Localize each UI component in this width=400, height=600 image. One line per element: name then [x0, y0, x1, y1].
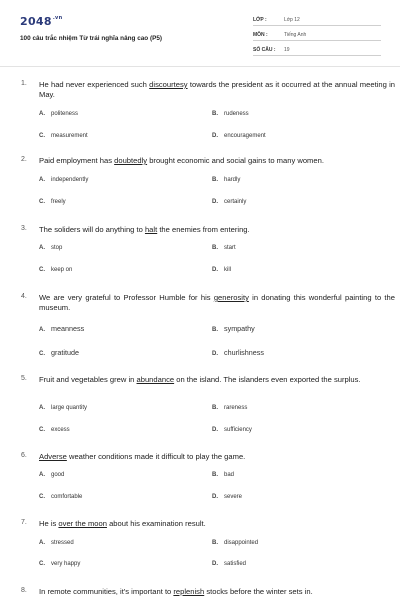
target-word: over the moon [58, 519, 107, 528]
meta-class-value: Lớp 12 [284, 17, 300, 23]
option-d[interactable]: D. severe [212, 494, 243, 500]
question-number: 7. [21, 519, 27, 526]
question-number: 3. [21, 225, 27, 232]
question-number: 1. [21, 80, 27, 87]
question-text: Paid employment has doubtedly brought economic and social gains to many women. [39, 156, 324, 165]
question-number: 4. [21, 293, 27, 300]
option-c[interactable]: C. excess [39, 427, 70, 433]
option-c[interactable]: C. freely [39, 199, 66, 205]
option-d[interactable]: D. sufficiency [212, 427, 252, 433]
meta-count-label: SỐ CÂU : [253, 47, 276, 53]
option-b[interactable]: B. start [212, 245, 236, 251]
option-c[interactable]: C. measurement [39, 133, 88, 139]
question-text: The soliders will do anything to halt the enemies from entering. [39, 225, 250, 234]
target-word: halt [144, 225, 158, 234]
meta-class-label: LỚP : [253, 17, 267, 23]
option-b[interactable]: B. rudeness [212, 111, 249, 117]
target-word: Adverse [39, 452, 67, 461]
option-d[interactable]: D. satisfied [212, 561, 247, 567]
target-word: doubtedly [114, 156, 148, 165]
question-text: Adverse weather conditions made it difficult to play the game. [39, 452, 246, 461]
question-text: He is over the moon about his examination result. [39, 519, 206, 528]
meta-class-row [253, 15, 381, 26]
page-header [0, 0, 400, 72]
question-number: 8. [21, 587, 27, 594]
header-divider [0, 66, 400, 67]
target-word: abundance [136, 375, 175, 384]
meta-count-row [253, 45, 381, 56]
option-b[interactable]: B. rareness [212, 405, 248, 411]
option-d[interactable]: D. certainly [212, 199, 247, 205]
option-b[interactable]: B. sympathy [212, 324, 255, 333]
option-c[interactable]: C. comfortable [39, 494, 83, 500]
option-a[interactable]: A. good [39, 472, 65, 478]
question-number: 6. [21, 452, 27, 459]
option-d[interactable]: D. encouragement [212, 133, 266, 139]
option-c[interactable]: C. very happy [39, 561, 81, 567]
option-a[interactable]: A. politeness [39, 111, 79, 117]
option-a[interactable]: A. stressed [39, 540, 74, 546]
logo-text: 2048 [20, 15, 52, 28]
option-c[interactable]: C. keep on [39, 267, 73, 273]
option-b[interactable]: B. hardly [212, 177, 241, 183]
option-a[interactable]: A. independently [39, 177, 89, 183]
meta-subject-row [253, 30, 381, 41]
question-number: 2. [21, 156, 27, 163]
question-number: 5. [21, 375, 27, 382]
option-b[interactable]: B. bad [212, 472, 235, 478]
option-d[interactable]: D. kill [212, 267, 231, 273]
meta-subject-label: MÔN : [253, 32, 268, 38]
option-a[interactable]: A. large quantity [39, 405, 88, 411]
question-text: He had never experienced such discourtesy towards the president as it occurred at the annual meeting in May. [39, 80, 395, 99]
logo-suffix: .vn [52, 15, 63, 21]
target-word: replenish [173, 587, 205, 596]
meta-count-value: 19 [284, 47, 290, 53]
option-d[interactable]: D. churlishness [212, 348, 264, 357]
question-text: We are very grateful to Professor Humble for his generosity in donating this wonderful painting to the museum. [39, 293, 395, 312]
option-c[interactable]: C. gratitude [39, 348, 79, 357]
target-word: generosity [213, 293, 249, 302]
question-text: In remote communities, it's important to replenish stocks before the winter sets in. [39, 587, 313, 596]
option-a[interactable]: A. meanness [39, 324, 85, 333]
option-b[interactable]: B. disappointed [212, 540, 259, 546]
target-word: discourtesy [149, 80, 188, 89]
document-title: 100 câu trắc nhiệm Từ trái nghĩa nâng cao (P5) [20, 35, 163, 42]
meta-subject-value: Tiếng Anh [284, 32, 307, 38]
question-text: Fruit and vegetables grew in abundance on the island. The islanders even exported the surplus. [39, 375, 361, 384]
option-a[interactable]: A. stop [39, 245, 63, 251]
site-logo[interactable] [20, 15, 62, 28]
